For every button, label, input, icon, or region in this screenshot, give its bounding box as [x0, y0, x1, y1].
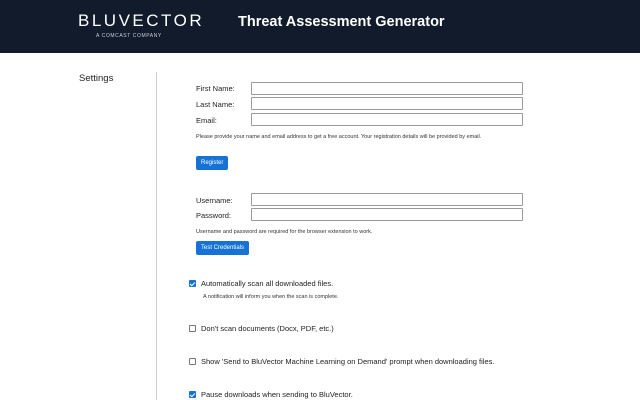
app-header — [0, 0, 640, 53]
email-label: Email: — [196, 116, 217, 125]
registration-help-text: Please provide your name and email address to get a free account. Your registration details will be provided by email. — [196, 134, 482, 140]
skip-documents-label: Don't scan documents (Docx, PDF, etc.) — [201, 324, 334, 333]
auto-scan-label: Automatically scan all downloaded files. — [201, 279, 334, 288]
password-input[interactable] — [251, 208, 523, 221]
last-name-label: Last Name: — [196, 100, 235, 109]
username-input[interactable] — [251, 193, 523, 206]
pause-downloads-label: Pause downloads when sending to BluVector. — [201, 390, 353, 399]
username-label: Username: — [196, 196, 233, 205]
skip-documents-checkbox[interactable] — [189, 325, 196, 332]
last-name-input[interactable] — [251, 97, 523, 110]
test-credentials-button[interactable]: Test Credentials — [196, 241, 249, 255]
password-label: Password: — [196, 211, 232, 220]
page-title: Threat Assessment Generator — [238, 14, 445, 30]
email-input[interactable] — [251, 113, 523, 126]
logo-text: BLUVECTOR — [78, 11, 205, 30]
send-prompt-checkbox[interactable] — [189, 358, 196, 365]
sidebar-settings-label: Settings — [79, 73, 114, 84]
logo-subtext: A COMCAST COMPANY — [96, 33, 162, 39]
bluvector-logo — [78, 11, 205, 39]
register-button[interactable]: Register — [196, 156, 228, 170]
send-prompt-label: Show 'Send to BluVector Machine Learning on Demand' prompt when downloading files. — [201, 357, 495, 366]
credentials-help-text: Username and password are required for the browser extension to work. — [196, 229, 373, 235]
auto-scan-note: A notification will inform you when the scan is complete. — [203, 294, 339, 300]
first-name-label: First Name: — [196, 84, 235, 93]
auto-scan-checkbox[interactable] — [189, 280, 196, 287]
sidebar-divider — [156, 72, 157, 400]
pause-downloads-checkbox[interactable] — [189, 391, 196, 398]
first-name-input[interactable] — [251, 82, 523, 95]
